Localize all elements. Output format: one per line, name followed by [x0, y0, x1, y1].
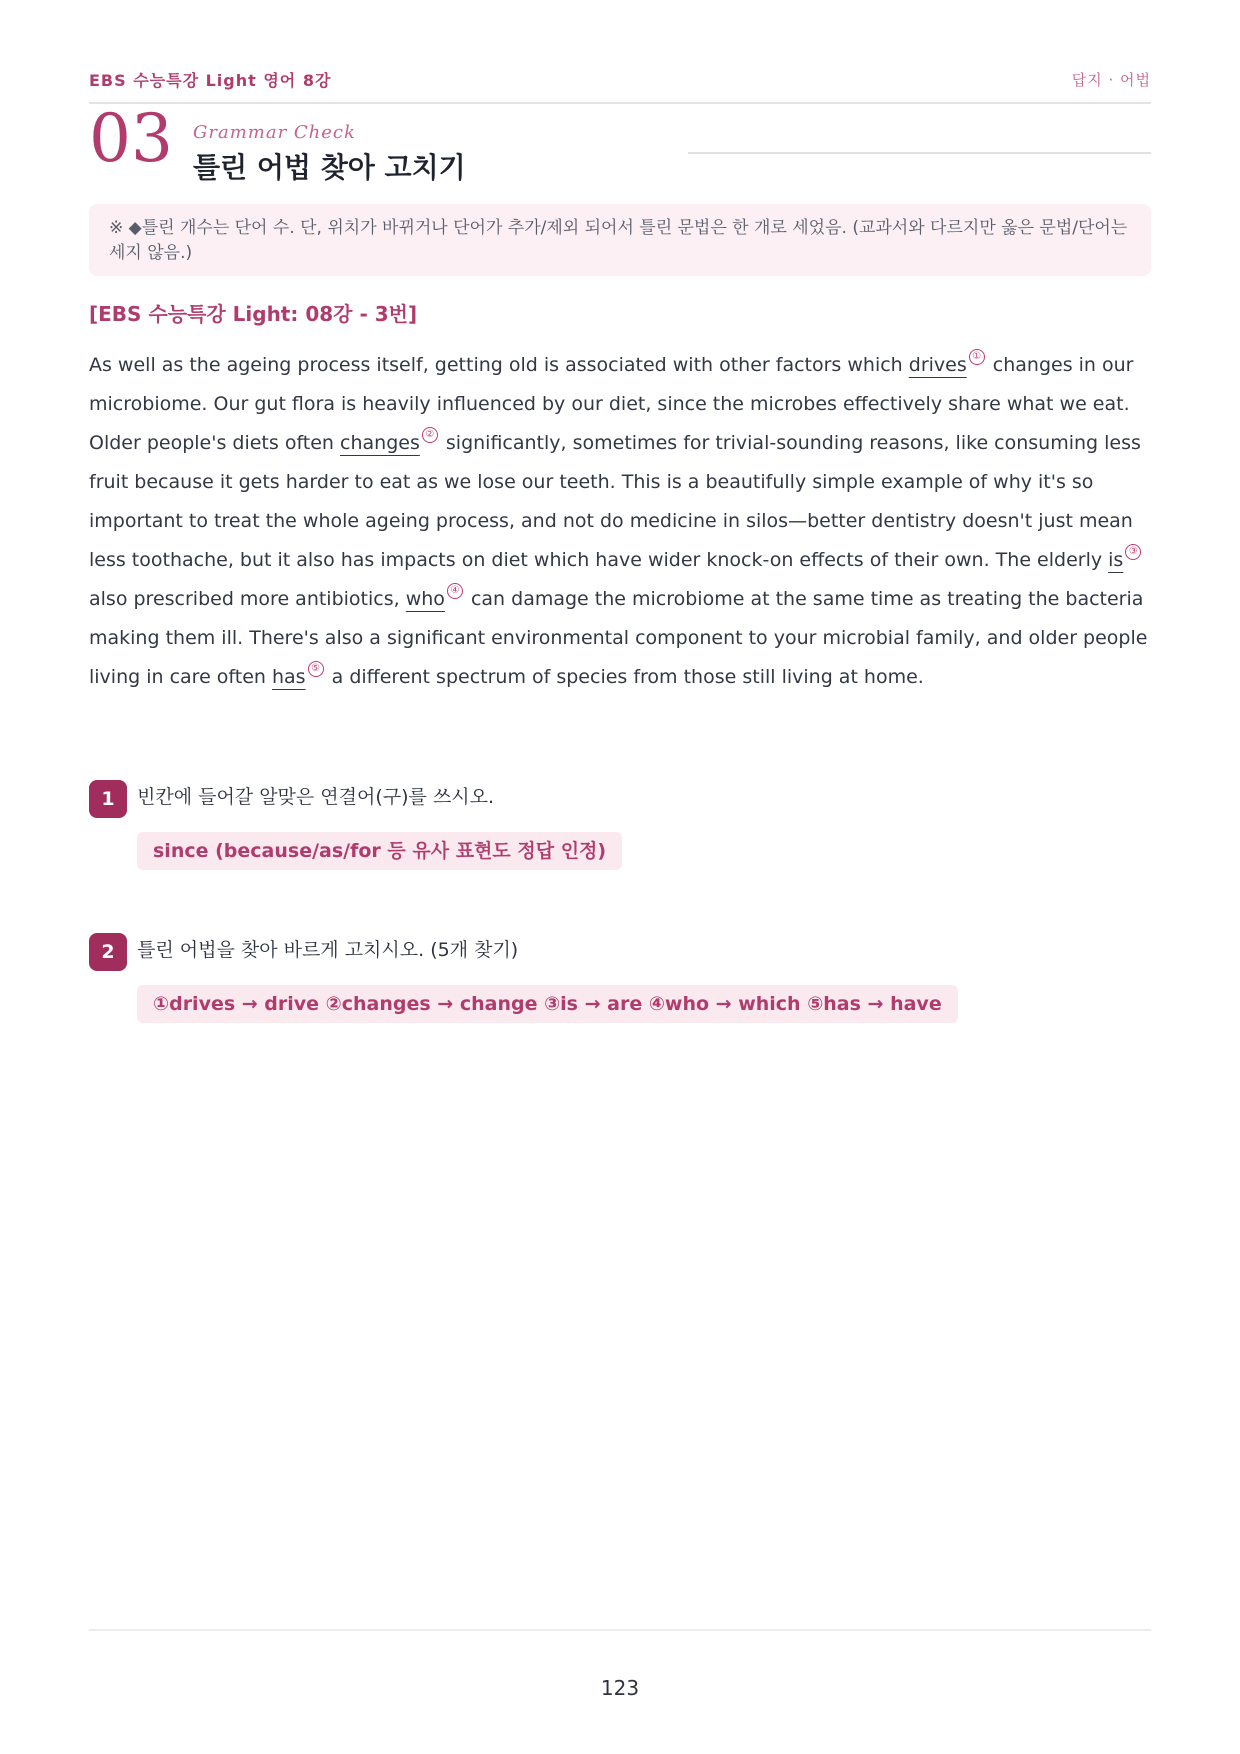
section-number: 03 [89, 100, 173, 177]
question-answer: since (because/as/for 등 유사 표현도 정답 인정) [137, 832, 622, 870]
passage-text: a different spectrum of species from those still living at home. [325, 666, 924, 688]
underlined-word-2: changes [340, 432, 420, 454]
grading-note: ※ ◆틀린 개수는 단어 수. 단, 위치가 바뀌거나 단어가 추가/제외 되어서 틀린 문법은 한 개로 세었음. (교과서와 다르지만 옳은 문법/단어는 세지 않음.) [89, 204, 1151, 276]
passage-text: changes in our microbiome. Our gut flora is heavily influenced by our diet, since the microbes effectively share what we eat. Older people's diets often [89, 354, 1134, 454]
passage-text: can damage the microbiome at the same time as treating the bacteria making them ill. There's also a significant environmental component to your microbial family, and older people living in care often [89, 588, 1148, 688]
question-prompt: 빈칸에 들어갈 알맞은 연결어(구)를 쓰시오. [137, 786, 495, 808]
question-answer: ①drives → drive ②changes → change ③is → are ④who → which ⑤has → have [137, 985, 958, 1023]
reading-passage [89, 346, 1151, 697]
header-book-title: EBS 수능특강 Light 영어 8강 [89, 70, 332, 90]
source-label: [EBS 수능특강 Light: 08강 - 3번] [89, 302, 418, 326]
section-heading [89, 100, 1151, 184]
section-title: 틀린 어법 찾아 고치기 [193, 151, 466, 184]
marker-5: ⑤ [308, 661, 324, 677]
underlined-word-4: who [405, 588, 445, 610]
passage-text: As well as the ageing process itself, getting old is associated with other factors which [89, 354, 909, 376]
question-prompt: 틀린 어법을 찾아 바르게 고치시오. (5개 찾기) [137, 939, 519, 961]
section-divider [688, 152, 1151, 154]
question-number-badge: 1 [89, 780, 127, 818]
footer-divider [89, 1629, 1151, 1631]
question-number-badge: 2 [89, 933, 127, 971]
running-header [89, 66, 1151, 104]
underlined-word-5: has [272, 666, 306, 688]
page-number: 123 [600, 1676, 640, 1700]
section-subtitle: Grammar Check [193, 122, 356, 143]
marker-2: ② [422, 427, 438, 443]
answer-page [89, 0, 1151, 1754]
passage-text: significantly, sometimes for trivial-sounding reasons, like consuming less fruit because it gets harder to eat as we lose our teeth. This is a beautifully simple example of why it's so important to treat the whole ageing process, and not do medicine in silos—better dentistry doesn't just mean less toothache, but it also has impacts on diet which have wider knock-on effects of their own. The elderly [89, 432, 1141, 571]
marker-1: ① [969, 349, 985, 365]
header-section-label: 답지 · 어법 [1071, 70, 1151, 89]
underlined-word-3: is [1108, 549, 1124, 571]
underlined-word-1: drives [908, 354, 967, 376]
marker-4: ④ [447, 583, 463, 599]
marker-3: ③ [1125, 544, 1141, 560]
passage-text: also prescribed more antibiotics, [89, 588, 406, 610]
